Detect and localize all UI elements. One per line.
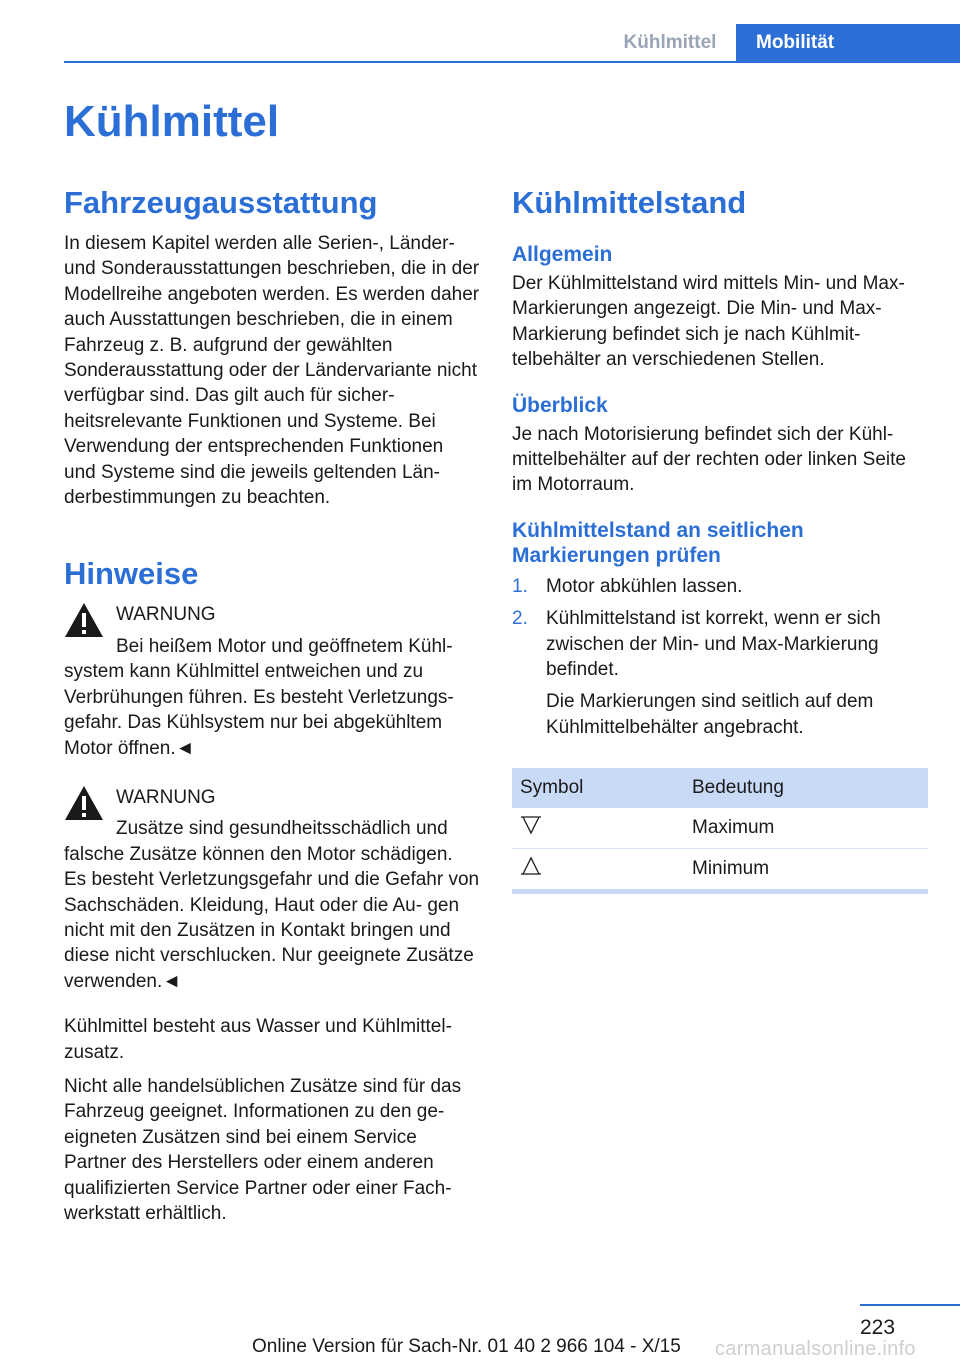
table-bottom-rule [512, 889, 928, 894]
notes-heading: Hinweise [64, 556, 199, 592]
overview-heading: Überblick [512, 393, 608, 417]
header-rule [64, 61, 960, 63]
step-item [512, 574, 928, 599]
step-text: Motor abkühlen lassen. [546, 575, 743, 597]
table-cell-symbol [512, 849, 684, 890]
general-heading: Allgemein [512, 243, 613, 266]
step-number: 2. [512, 608, 528, 630]
table-header-row [512, 768, 928, 808]
footer-version-text: Online Version für Sach-Nr. 01 40 2 966 104 - X/15 [252, 1336, 681, 1357]
page-number: 223 [860, 1316, 896, 1339]
right-column [512, 184, 928, 894]
watermark: carmanualsonline.info [715, 1338, 916, 1360]
overview-text: Je nach Motorisierung befindet sich der Kühl- mittelbehälter auf der rechten oder linken Seite im Motorraum. [512, 423, 906, 496]
additives-info-text: Nicht alle handelsüblichen Zusätze sind für das Fahrzeug geeignet. Informationen zu den ge- eigneten Zusätzen sind bei einem Service Partner des Herstellers oder einem anderen qualifizierten Service Partner oder einer Fach- werkstatt erhältlich. [64, 1075, 462, 1224]
warning-header-2 [64, 785, 480, 810]
step-item [512, 606, 928, 682]
check-heading: Kühlmittelstand an seitlichen Markierungen prüfen [512, 518, 804, 567]
general-text: Der Kühlmittelstand wird mittels Min- und Max-Markierungen angezeigt. Die Min- und Max-Markierung befindet sich je nach Kühlmit- telbehälter an verschiedenen Stellen. [512, 273, 905, 371]
table-cell-meaning: Minimum [692, 858, 770, 880]
left-column [64, 184, 480, 1226]
warning-block-2 [64, 785, 480, 994]
warning-block-1 [64, 602, 480, 760]
page-title: Kühlmittel [64, 97, 280, 146]
step-note: Die Markierungen sind seitlich auf dem Kühlmittelbehälter angebracht. [546, 691, 874, 738]
table-cell-symbol [512, 808, 684, 849]
table-row [512, 808, 928, 849]
warning-label-2: WARNUNG [116, 786, 216, 808]
symbol-table [512, 768, 928, 889]
warning-text-1: Bei heißem Motor und geöffnetem Kühl- system kann Kühlmittel entweichen und zu Verbrühungen führen. Es besteht Verletzungs- gefahr. Das Kühlsystem nur bei abgekühltem Motor öffnen.◄ [64, 635, 454, 759]
step-text: Kühlmittelstand ist korrekt, wenn er sich zwischen der Min- und Max-Markierung befindet. [546, 608, 881, 681]
step-number: 1. [512, 575, 528, 597]
coolant-level-heading: Kühlmittelstand [512, 185, 747, 220]
header-tab-chapter[interactable]: Mobilität [736, 24, 960, 63]
table-header-meaning: Bedeutung [684, 768, 928, 808]
warning-triangle-icon [64, 785, 104, 821]
check-steps [512, 574, 928, 683]
footer-rule [860, 1304, 960, 1306]
min-mark-icon [520, 856, 542, 876]
table-row [512, 849, 928, 890]
max-mark-icon [520, 815, 542, 835]
table-cell-meaning: Maximum [684, 808, 928, 849]
header-tab-section[interactable]: Kühlmittel [623, 32, 717, 53]
warning-text-2: Zusätze sind gesundheitsschädlich und falsche Zusätze können den Motor schädigen. Es besteht Verletzungsgefahr und die Gefahr von Sachschäden. Kleidung, Haut oder die Au- gen nicht mit den Zusätzen in Kontakt bringen und diese nicht verschlucken. Nur geeignete Zusätze verwenden.◄ [64, 818, 480, 992]
equipment-text: In diesem Kapitel werden alle Serien-, Länder- und Sonderausstattungen beschrieben, die in der Modellreihe angeboten werden. Es werden daher auch Ausstattungen beschrieben, die in einem Fahrzeug z. B. aufgrund der gewählten Sonderausstattung oder der Ländervariante nicht verfügbar sind. Das gilt auch für sicher- heitsrelevante Funktionen und Systeme. Bei Verwendung der entsprechenden Funktionen und Systeme sind die jeweils geltenden Län- derbestimmungen zu beachten. [64, 233, 480, 509]
warning-header-1 [64, 602, 480, 627]
warning-triangle-icon [64, 602, 104, 638]
table-header-symbol: Symbol [512, 768, 684, 808]
coolant-composition-text: Kühlmittel besteht aus Wasser und Kühlmittel- zusatz. [64, 1016, 452, 1063]
warning-label-1: WARNUNG [116, 604, 216, 626]
equipment-heading: Fahrzeugausstattung [64, 185, 378, 220]
